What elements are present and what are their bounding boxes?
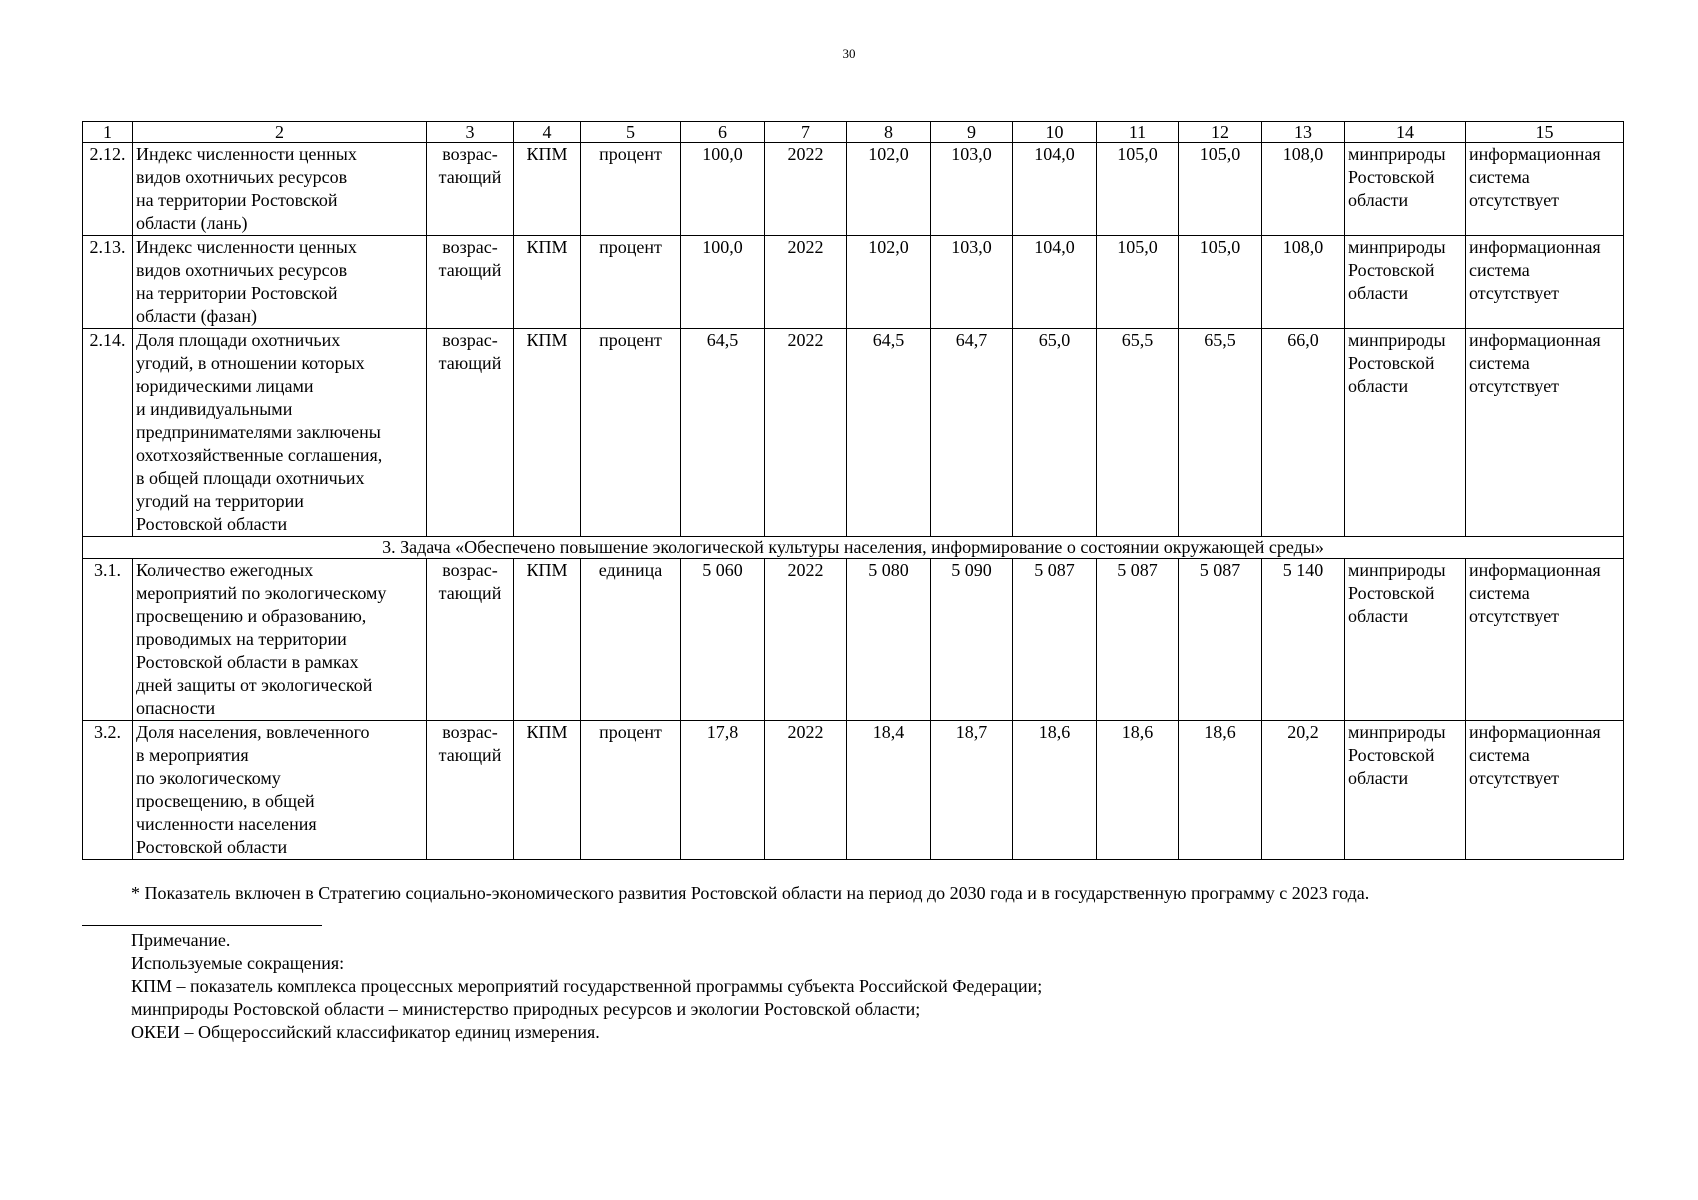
cell-line: тающий — [438, 745, 502, 765]
column-number-header: 14 — [1345, 122, 1466, 143]
note-line: ОКЕИ – Общероссийский классификатор единиц измерения. — [131, 1022, 600, 1042]
cell-line: видов охотничьих ресурсов — [136, 260, 348, 280]
cell-line: в общей площади охотничьих — [136, 468, 365, 488]
indicator-trend — [427, 329, 514, 537]
cell-line: минприроды — [1348, 144, 1446, 164]
responsible-body — [1345, 236, 1466, 329]
cell-line: опасности — [136, 698, 216, 718]
column-number-header: 3 — [427, 122, 514, 143]
info-system — [1466, 329, 1624, 537]
cell-line: возрас- — [442, 722, 498, 742]
cell-line: минприроды — [1348, 722, 1446, 742]
indicator-trend — [427, 721, 514, 860]
cell-line: угодий, в отношении которых — [136, 353, 365, 373]
info-system — [1466, 559, 1624, 721]
indicator-trend — [427, 143, 514, 236]
cell-line: по экологическому — [136, 768, 281, 788]
cell-line: на территории Ростовской — [136, 190, 338, 210]
cell-line: предпринимателями заключены — [136, 422, 381, 442]
cell-line: мероприятий по экологическому — [136, 583, 387, 603]
indicator-name — [133, 236, 427, 329]
cell-line: численности населения — [136, 814, 317, 834]
cell-line: области — [1348, 283, 1409, 303]
year-value: 103,0 — [931, 236, 1013, 329]
table-row — [83, 559, 1624, 721]
note-line: минприроды Ростовской области – министерство природных ресурсов и экологии Ростовской области; — [131, 999, 921, 1019]
table-row — [83, 143, 1624, 236]
cell-line: области — [1348, 606, 1409, 626]
cell-line: на территории Ростовской — [136, 283, 338, 303]
unit: процент — [581, 721, 681, 860]
indicator-level: КПМ — [514, 329, 581, 537]
year-value: 105,0 — [1179, 143, 1262, 236]
year-value: 66,0 — [1262, 329, 1345, 537]
column-number-header: 4 — [514, 122, 581, 143]
base-value: 100,0 — [681, 143, 765, 236]
year-value: 105,0 — [1097, 236, 1179, 329]
cell-line: информационная — [1469, 722, 1601, 742]
cell-line: Индекс численности ценных — [136, 237, 357, 257]
cell-line: информационная — [1469, 330, 1601, 350]
cell-line: тающий — [438, 353, 502, 373]
indicator-level: КПМ — [514, 559, 581, 721]
cell-line: минприроды — [1348, 237, 1446, 257]
year-value: 108,0 — [1262, 236, 1345, 329]
base-year: 2022 — [765, 329, 847, 537]
column-number-header: 1 — [83, 122, 133, 143]
cell-line: отсутствует — [1469, 606, 1560, 626]
cell-line: возрас- — [442, 237, 498, 257]
cell-line: возрас- — [442, 330, 498, 350]
page-number: 30 — [842, 46, 856, 61]
indicator-trend — [427, 236, 514, 329]
column-number-header: 2 — [133, 122, 427, 143]
base-value: 5 060 — [681, 559, 765, 721]
cell-line: Ростовской — [1348, 260, 1435, 280]
cell-line: Доля площади охотничьих — [136, 330, 341, 350]
year-value: 108,0 — [1262, 143, 1345, 236]
cell-line: минприроды — [1348, 330, 1446, 350]
base-year: 2022 — [765, 143, 847, 236]
info-system — [1466, 143, 1624, 236]
year-value: 5 087 — [1179, 559, 1262, 721]
year-value: 102,0 — [847, 143, 931, 236]
cell-line: области — [1348, 768, 1409, 788]
year-value: 64,7 — [931, 329, 1013, 537]
base-value: 64,5 — [681, 329, 765, 537]
indicator-name — [133, 329, 427, 537]
year-value: 102,0 — [847, 236, 931, 329]
responsible-body — [1345, 143, 1466, 236]
cell-line: система — [1469, 583, 1530, 603]
note-line: Примечание. — [131, 930, 231, 950]
table-header-row — [83, 122, 1624, 143]
cell-line: просвещению и образованию, — [136, 606, 367, 626]
year-value: 104,0 — [1013, 143, 1097, 236]
base-value: 100,0 — [681, 236, 765, 329]
year-value: 65,5 — [1179, 329, 1262, 537]
unit: процент — [581, 329, 681, 537]
cell-line: отсутствует — [1469, 190, 1560, 210]
section-title: 3. Задача «Обеспечено повышение экологической культуры населения, информирование о состоянии окружающей среды» — [83, 537, 1624, 559]
cell-line: области (фазан) — [136, 306, 258, 326]
footnote: * Показатель включен в Стратегию социально-экономического развития Ростовской области на период до 2030 года и в государственную программу с 2023 года. — [131, 883, 1370, 903]
column-number-header: 10 — [1013, 122, 1097, 143]
cell-line: возрас- — [442, 560, 498, 580]
cell-line: проводимых на территории — [136, 629, 347, 649]
unit: единица — [581, 559, 681, 721]
indicator-level: КПМ — [514, 721, 581, 860]
cell-line: тающий — [438, 167, 502, 187]
indicator-name — [133, 143, 427, 236]
cell-line: дней защиты от экологической — [136, 675, 373, 695]
year-value: 103,0 — [931, 143, 1013, 236]
table-row — [83, 721, 1624, 860]
cell-line: Доля населения, вовлеченного — [136, 722, 370, 742]
row-number: 2.13. — [83, 236, 133, 329]
unit: процент — [581, 143, 681, 236]
cell-line: возрас- — [442, 144, 498, 164]
cell-line: видов охотничьих ресурсов — [136, 167, 348, 187]
base-year: 2022 — [765, 559, 847, 721]
indicator-table — [82, 121, 1624, 860]
row-number: 2.14. — [83, 329, 133, 537]
base-value: 17,8 — [681, 721, 765, 860]
cell-line: информационная — [1469, 237, 1601, 257]
info-system — [1466, 721, 1624, 860]
column-number-header: 13 — [1262, 122, 1345, 143]
responsible-body — [1345, 721, 1466, 860]
column-number-header: 9 — [931, 122, 1013, 143]
info-system — [1466, 236, 1624, 329]
table-row — [83, 236, 1624, 329]
cell-line: Ростовской области в рамках — [136, 652, 359, 672]
responsible-body — [1345, 329, 1466, 537]
cell-line: Индекс численности ценных — [136, 144, 357, 164]
cell-line: Ростовской — [1348, 167, 1435, 187]
section-row — [83, 537, 1624, 559]
base-year: 2022 — [765, 721, 847, 860]
cell-line: просвещению, в общей — [136, 791, 315, 811]
indicator-level: КПМ — [514, 236, 581, 329]
cell-line: Количество ежегодных — [136, 560, 314, 580]
row-number: 3.1. — [83, 559, 133, 721]
cell-line: отсутствует — [1469, 376, 1560, 396]
year-value: 104,0 — [1013, 236, 1097, 329]
cell-line: охотхозяйственные соглашения, — [136, 445, 383, 465]
year-value: 64,5 — [847, 329, 931, 537]
cell-line: система — [1469, 353, 1530, 373]
cell-line: Ростовской — [1348, 353, 1435, 373]
row-number: 2.12. — [83, 143, 133, 236]
column-number-header: 11 — [1097, 122, 1179, 143]
row-number: 3.2. — [83, 721, 133, 860]
indicator-name — [133, 721, 427, 860]
year-value: 65,5 — [1097, 329, 1179, 537]
year-value: 5 087 — [1097, 559, 1179, 721]
cell-line: минприроды — [1348, 560, 1446, 580]
indicator-name — [133, 559, 427, 721]
column-number-header: 8 — [847, 122, 931, 143]
year-value: 18,6 — [1013, 721, 1097, 860]
table-row — [83, 329, 1624, 537]
cell-line: система — [1469, 260, 1530, 280]
cell-line: тающий — [438, 583, 502, 603]
base-year: 2022 — [765, 236, 847, 329]
cell-line: Ростовской — [1348, 583, 1435, 603]
indicator-level: КПМ — [514, 143, 581, 236]
unit: процент — [581, 236, 681, 329]
year-value: 65,0 — [1013, 329, 1097, 537]
cell-line: система — [1469, 167, 1530, 187]
cell-line: Ростовской области — [136, 837, 288, 857]
column-number-header: 7 — [765, 122, 847, 143]
cell-line: области (лань) — [136, 213, 248, 233]
cell-line: отсутствует — [1469, 283, 1560, 303]
responsible-body — [1345, 559, 1466, 721]
year-value: 5 087 — [1013, 559, 1097, 721]
column-number-header: 5 — [581, 122, 681, 143]
column-number-header: 15 — [1466, 122, 1624, 143]
year-value: 20,2 — [1262, 721, 1345, 860]
cell-line: юридическими лицами — [136, 376, 314, 396]
year-value: 5 140 — [1262, 559, 1345, 721]
cell-line: в мероприятия — [136, 745, 249, 765]
note-line: КПМ – показатель комплекса процессных мероприятий государственной программы субъекта Российской Федерации; — [131, 976, 1043, 996]
indicator-trend — [427, 559, 514, 721]
year-value: 5 080 — [847, 559, 931, 721]
notes-divider — [82, 925, 322, 926]
cell-line: Ростовской области — [136, 514, 288, 534]
cell-line: области — [1348, 190, 1409, 210]
notes — [131, 929, 1042, 1044]
cell-line: области — [1348, 376, 1409, 396]
cell-line: угодий на территории — [136, 491, 304, 511]
cell-line: Ростовской — [1348, 745, 1435, 765]
cell-line: отсутствует — [1469, 768, 1560, 788]
year-value: 105,0 — [1179, 236, 1262, 329]
column-number-header: 12 — [1179, 122, 1262, 143]
cell-line: информационная — [1469, 144, 1601, 164]
year-value: 105,0 — [1097, 143, 1179, 236]
cell-line: система — [1469, 745, 1530, 765]
cell-line: информационная — [1469, 560, 1601, 580]
year-value: 18,4 — [847, 721, 931, 860]
year-value: 5 090 — [931, 559, 1013, 721]
year-value: 18,7 — [931, 721, 1013, 860]
note-line: Используемые сокращения: — [131, 953, 345, 973]
column-number-header: 6 — [681, 122, 765, 143]
year-value: 18,6 — [1179, 721, 1262, 860]
cell-line: и индивидуальными — [136, 399, 293, 419]
year-value: 18,6 — [1097, 721, 1179, 860]
cell-line: тающий — [438, 260, 502, 280]
